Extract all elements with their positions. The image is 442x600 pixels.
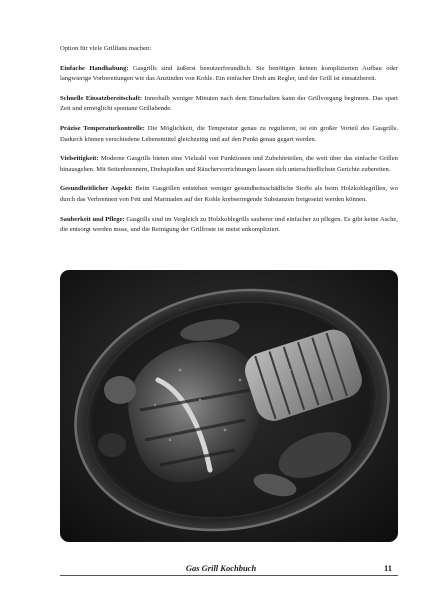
paragraph-vielseitigkeit bbox=[60, 154, 398, 175]
paragraph-text: Beim Gasgrillen entstehen weniger gesundheitsschädliche Stoffe als beim Holzkohlegrillen, wo durch das Verbrennen von Fett und Marinaden auf der Kohle krebserregende Substanzen freigesetzt werden können. bbox=[60, 185, 398, 203]
paragraph-heading: Sauberkeit und Pflege: bbox=[60, 215, 125, 223]
paragraph-einsatzbereitschaft bbox=[60, 94, 398, 115]
paragraph-text: Gasgrills sind äußerst benutzerfreundlich. Sie benötigen keinen komplizierten Aufbau oder langwierige Vorbereitungen wie das Anzünden von Kohle. Ein einfacher Dreh am Regler, und der Grill ist einsatzbereit. bbox=[60, 64, 399, 83]
paragraph-text: Moderne Gasgrills bieten eine Vielzahl von Funktionen und Zubehörteilen, die weit über das einfache Grillen hinausgehen. Mit Seitenbrennern, Drehspießen und Räuchervorrichtungen lassen sich unterschiedlichste Gerichte zubereiten. bbox=[60, 155, 398, 173]
paragraph-text: Die Möglichkeit, die Temperatur genau zu regulieren, ist ein großer Vorteil des Gasgrills. Dadurch können verschiedene Lebensmittel gleichzeitig und auf den Punkt genau gegart werden. bbox=[60, 124, 398, 143]
page-number: 11 bbox=[384, 563, 393, 573]
paragraph-text: Innerhalb weniger Minuten nach dem Einschalten kann der Grillvorgang beginnen. Das spart Zeit und ermöglicht spontane Grillabende. bbox=[60, 94, 398, 113]
grilled-steak-photo bbox=[60, 270, 398, 542]
intro-line: Option für viele Grillfans machen: bbox=[60, 45, 152, 52]
paragraph-heading: Vielseitigkeit: bbox=[60, 155, 99, 163]
paragraph-heading: Präzise Temperaturkontrolle: bbox=[60, 124, 145, 132]
paragraph-heading: Gesundheitlicher Aspekt: bbox=[60, 185, 133, 193]
paragraph-temperaturkontrolle bbox=[60, 124, 398, 145]
paragraph-heading: Einfache Handhabung: bbox=[60, 64, 129, 72]
paragraph-handhabung bbox=[60, 64, 398, 85]
body-text bbox=[60, 44, 398, 245]
steak-platter-illustration bbox=[60, 270, 398, 542]
paragraph-text: Gasgrills sind im Vergleich zu Holzkohlegrills sauberer und einfacher zu pflegen. Es gibt keine Asche, die entsorgt werden muss, und die Reinigung der Grillroste ist meist unkompliziert. bbox=[60, 215, 398, 234]
footer-rule bbox=[60, 575, 398, 576]
book-title: Gas Grill Kochbuch bbox=[185, 563, 257, 573]
paragraph-heading: Schnelle Einsatzbereitschaft: bbox=[60, 94, 143, 102]
paragraph-gesundheit bbox=[60, 184, 398, 205]
paragraph-sauberkeit bbox=[60, 215, 398, 236]
